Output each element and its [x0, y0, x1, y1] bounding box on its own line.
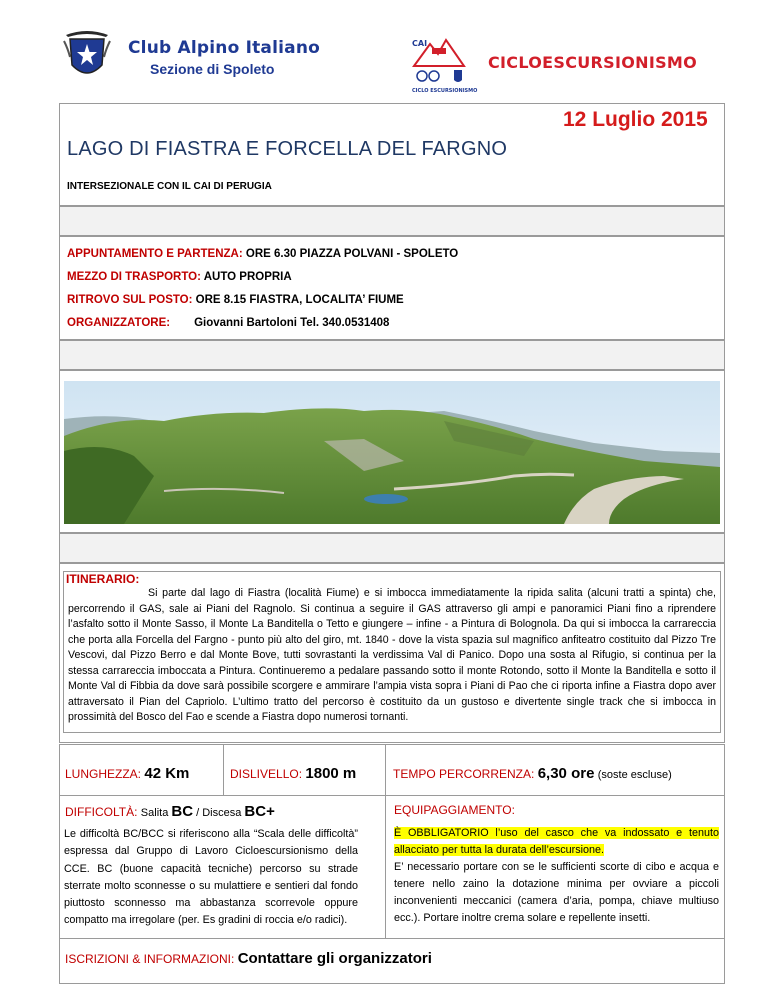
length-label: LUNGHEZZA: — [65, 767, 142, 781]
equipment-colon: : — [511, 803, 515, 817]
detail-value: ORE 8.15 FIASTRA, LOCALITA’ FIUME — [192, 294, 404, 306]
time-value: 6,30 ore — [537, 765, 595, 782]
itinerary-label: ITINERARIO: — [66, 572, 140, 586]
panorama-photo — [64, 381, 720, 524]
difficulty-text: Le difficoltà BC/BCC si riferiscono alla “Scala delle difficoltà” espressa dal Gruppo di Lavoro Cicloescursionismo della CCE. BC (buone capacità tecniche) percorso su strade sterrate molto sconnesse o su mulattiere e sentieri dal fondo piuttosto sconnesso ma abbastanza scorrevole oppure compatto ma irregolare (per. Es gradini di roccia e/o radici). — [64, 828, 358, 927]
detail-meetup — [67, 294, 404, 306]
cicloescursionismo-logo — [408, 36, 478, 94]
divider — [59, 795, 725, 796]
divider — [59, 938, 725, 939]
length-cell — [65, 765, 189, 782]
detail-organizer — [67, 317, 389, 329]
difficulty-up-label: Salita — [140, 807, 172, 819]
detail-transport — [67, 271, 292, 283]
cc-logo-top: CAI — [412, 39, 428, 48]
spacer-row — [59, 533, 725, 563]
time-note: (soste escluse) — [597, 769, 672, 781]
equipment-text — [394, 825, 719, 927]
climb-cell — [230, 765, 356, 782]
difficulty-up-value: BC — [171, 803, 194, 820]
event-title: LAGO DI FIASTRA E FORCELLA DEL FARGNO — [67, 138, 508, 160]
detail-value: AUTO PROPRIA — [200, 271, 292, 283]
helmet-warning: È OBBLIGATORIO l’uso del casco che va indossato e tenuto allacciato per tutta la durata dell’escursione. — [394, 827, 719, 856]
itinerary-body: Si parte dal lago di Fiastra (località Fiume) e si imbocca immediatamente la ripida salita (alcuni tratti a spinta) che, percorrendo il GAS, sale ai Piani del Ragnolo. Si continua a seguire il GAS attraverso gli ampi e panoramici Piani fino a riprendere l’asfalto sotto il Monte Sasso, il Monte La Banditella o Tetto e giungere – infine - a Pintura di Bolognola. Da qui si imbocca la carrareccia che porta alla Forcella del Fargno - punto più alto del giro, mt. 1840 - dove la vista spazia sul magnifico anfiteatro costituito dal Pizzo Tre Vescovi, dal Pizzo Berro e dal Monte Bove, tutti sovrastanti la verdissima Val di Panico. Dopo una sosta al Rifugio, si continua per la stessa carrareccia imboccata a Pintura. Continueremo a pedalare passando sotto il monte Rotondo, sotto il Monte la Banditella e sotto il Monte Val di Fibbia da dove sarà possibile scorgere e ammirare l’ampia vista sopra i Piani di Pao che ci riporta infine a Fiastra dopo aver attraversato il Pian del Capriolo. L’ultimo tratto del percorso è costituito da un gustoso e divertente single track che si imbocca in prossimità del Bosco del Fao e scende a Fiastra dopo numerosi tornanti. — [68, 587, 716, 723]
equipment-heading — [394, 803, 515, 817]
difficulty-down-value: BC+ — [244, 803, 275, 820]
detail-label: MEZZO DI TRASPORTO: — [67, 271, 201, 283]
detail-label: APPUNTAMENTO E PARTENZA: — [67, 248, 243, 260]
cai-logo — [62, 27, 112, 83]
detail-value: ORE 6.30 PIAZZA POLVANI - SPOLETO — [242, 248, 459, 260]
difficulty-sep: / Discesa — [193, 807, 245, 819]
registration-label: ISCRIZIONI & INFORMAZIONI: — [65, 952, 235, 966]
detail-meeting — [67, 248, 458, 260]
spacer-row — [59, 206, 725, 236]
detail-label: ORGANIZZATORE: — [67, 317, 171, 329]
difficulty-heading — [65, 803, 275, 820]
time-cell — [393, 765, 672, 782]
detail-label: RITROVO SUL POSTO: — [67, 294, 193, 306]
difficulty-label: DIFFICOLTÀ — [65, 805, 135, 819]
event-subtitle: INTERSEZIONALE CON IL CAI DI PERUGIA — [67, 181, 272, 192]
divider — [223, 744, 224, 795]
event-date: 12 Luglio 2015 — [563, 108, 708, 131]
climb-value: 1800 m — [305, 765, 357, 782]
equipment-label: EQUIPAGGIAMENTO — [394, 803, 512, 817]
registration-value: Contattare gli organizzatori — [237, 950, 432, 967]
cai-title: Club Alpino Italiano — [128, 38, 321, 58]
equipment-body: E’ necessario portare con se le sufficienti scorte di cibo e acqua e tenere nello zaino la dotazione minima per ovviare a piccoli inconvenienti meccanici (camera d’aria, pompa, chiave multiuso ecc.). Portare inoltre crema solare e repellente insetti. — [394, 861, 719, 924]
detail-value: Giovanni Bartoloni Tel. 340.0531408 — [194, 317, 390, 329]
cai-subtitle: Sezione di Spoleto — [150, 61, 275, 77]
length-value: 42 Km — [144, 765, 190, 782]
spacer-row — [59, 340, 725, 370]
registration-row — [65, 950, 432, 967]
time-label: TEMPO PERCORRENZA: — [393, 767, 535, 781]
climb-label: DISLIVELLO: — [230, 767, 303, 781]
cc-logo-bottom: CICLO ESCURSIONISMO — [412, 88, 478, 94]
difficulty-colon: : — [134, 805, 141, 819]
divider — [385, 744, 386, 938]
itinerary-text — [68, 586, 716, 726]
cicloescursionismo-title: CICLOESCURSIONISMO — [488, 53, 698, 72]
